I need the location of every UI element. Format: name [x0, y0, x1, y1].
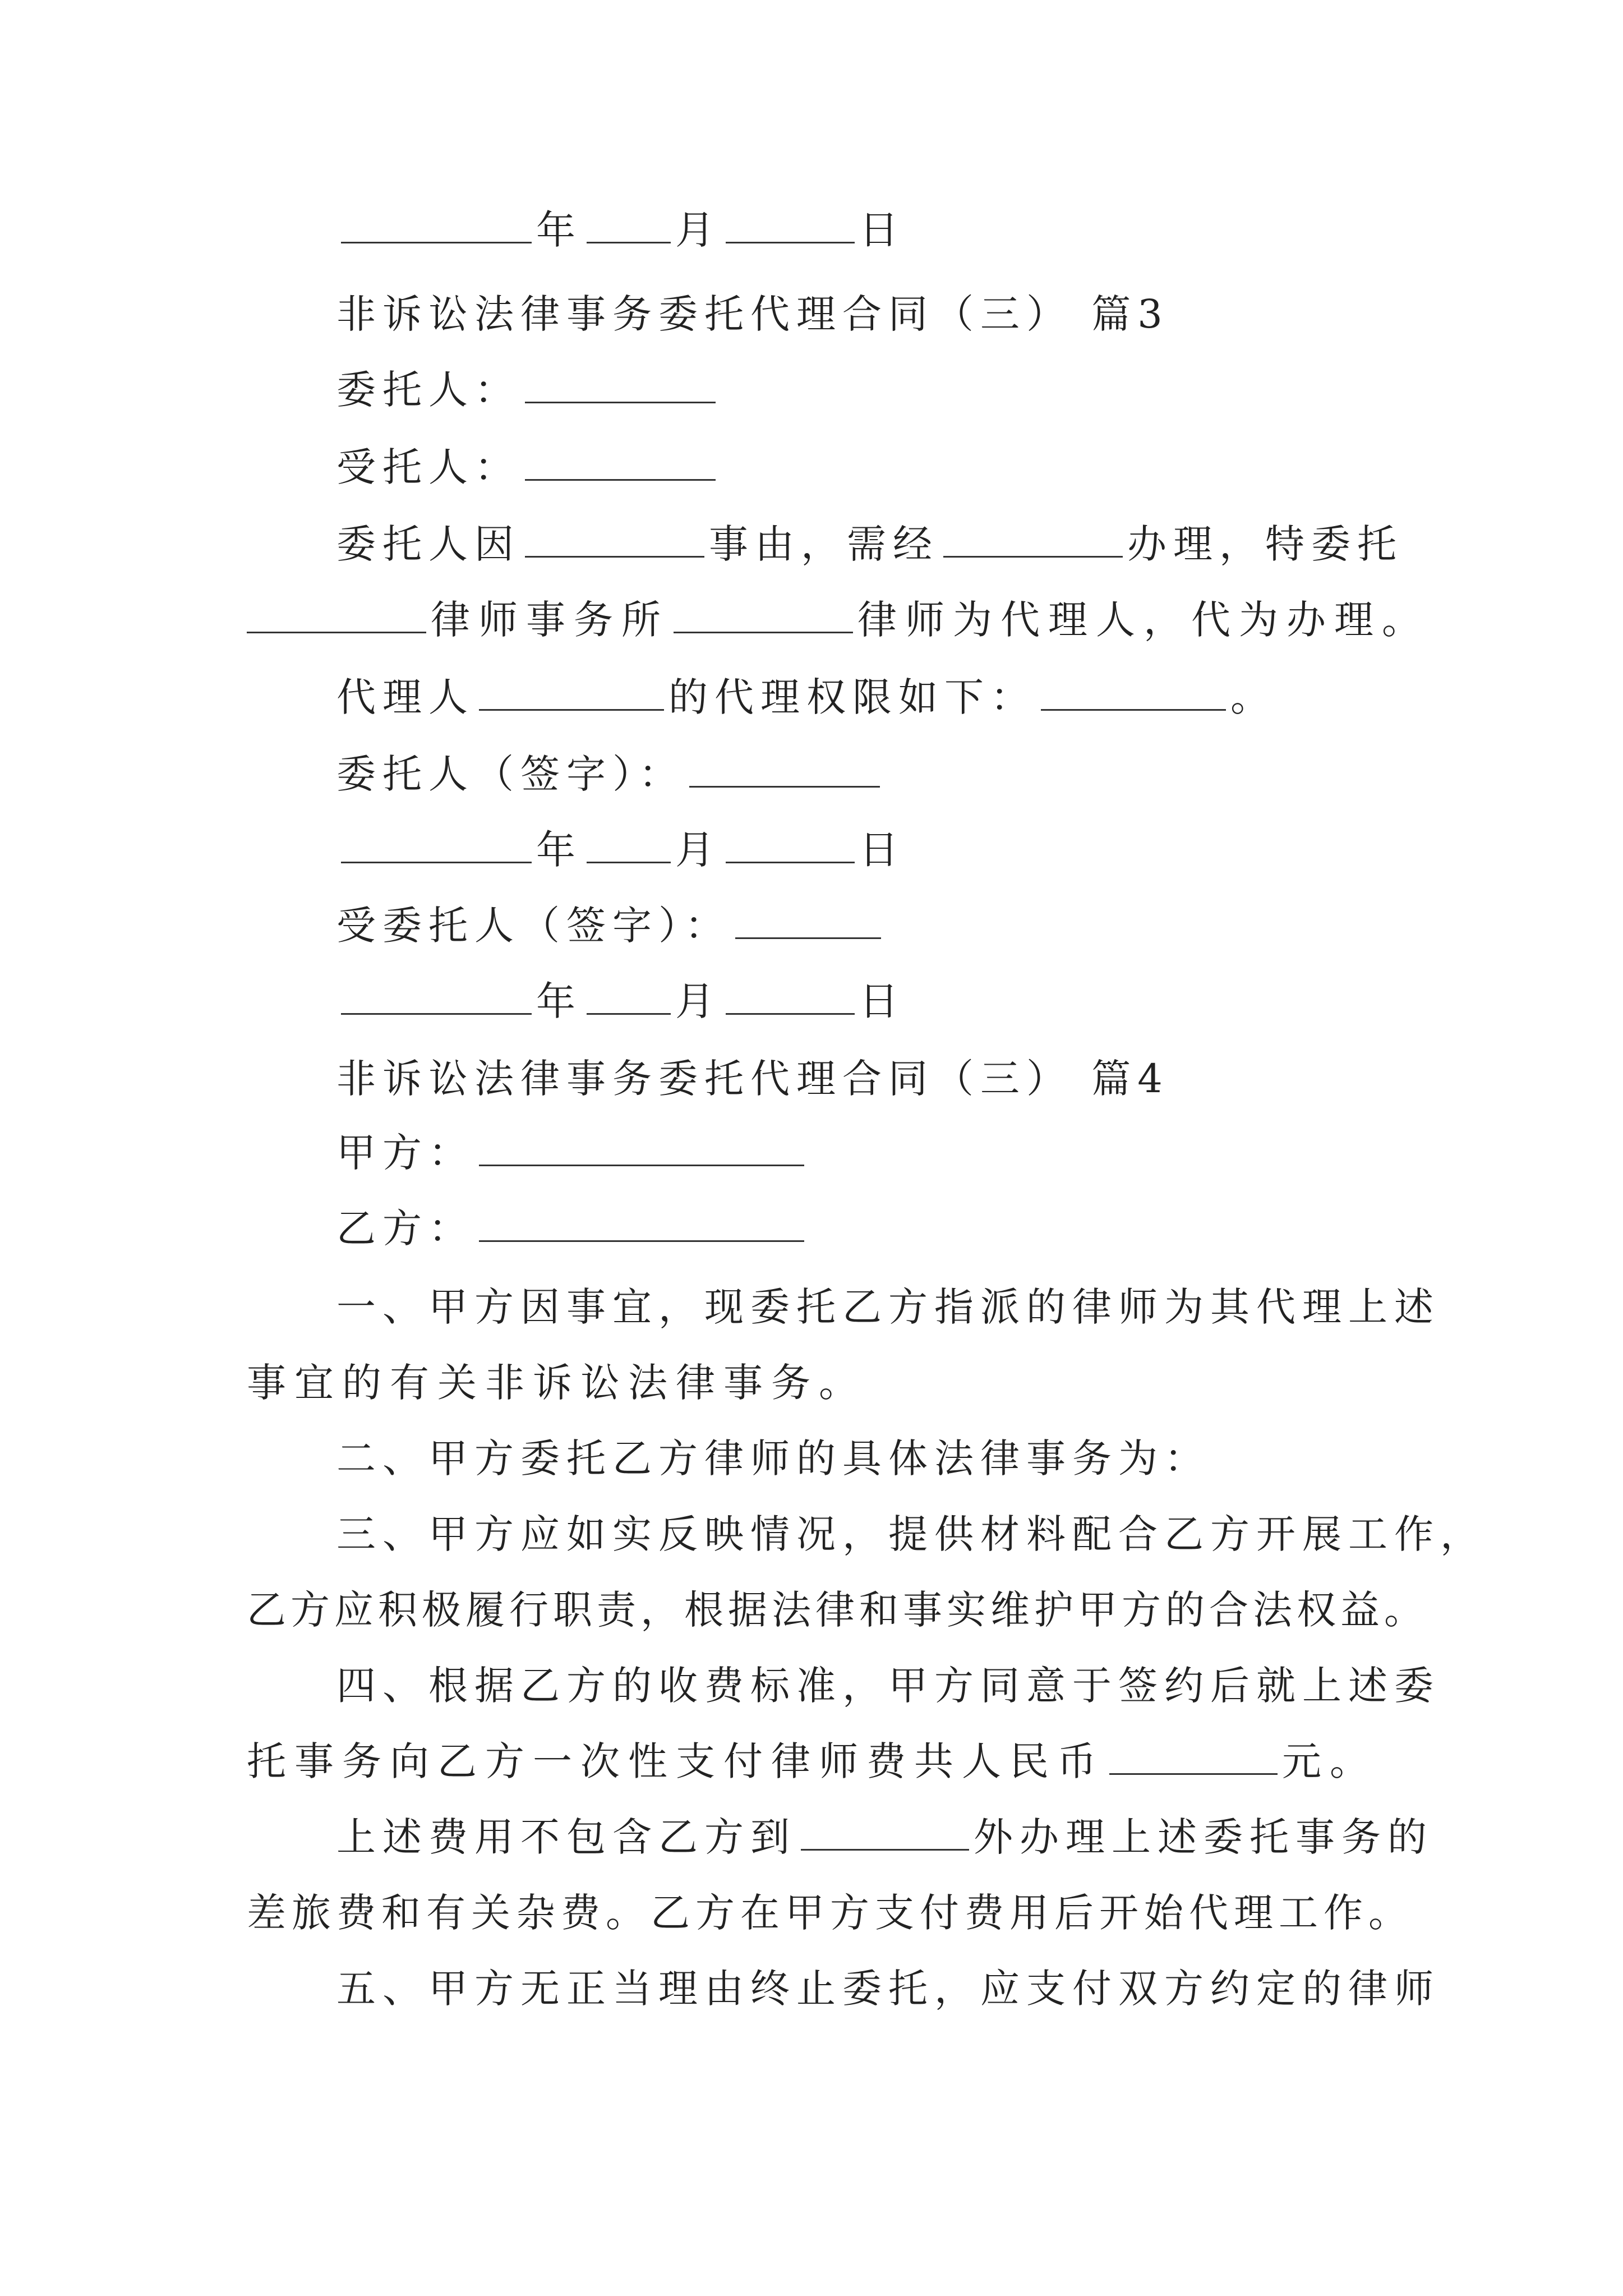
signature-blank	[689, 752, 880, 788]
text-segment: 托事务向乙方一次性支付律师费共人民币	[247, 1738, 1105, 1784]
paragraph-line: 事宜的有关非诉讼法律事务。	[247, 1360, 866, 1406]
month-blank	[587, 828, 671, 863]
section-heading: 非诉讼法律事务委托代理合同（三） 篇3	[336, 291, 1169, 337]
party-a-label: 甲方：	[336, 1130, 474, 1176]
matter-blank	[525, 522, 704, 558]
year-label: 年	[536, 827, 582, 873]
month-label: 月	[675, 978, 721, 1024]
text-segment: 外办理上述委托事务的	[974, 1814, 1433, 1860]
paragraph-line	[0, 666, 1623, 728]
signature-line	[0, 895, 1623, 956]
section-heading: 非诉讼法律事务委托代理合同（三） 篇4	[336, 1056, 1169, 1102]
paragraph-line	[0, 1806, 1623, 1868]
authority-blank	[1041, 675, 1226, 711]
text-segment: 律师为代理人，代为办理。	[857, 597, 1430, 643]
principal-blank	[525, 368, 716, 403]
date-line	[0, 970, 1623, 1032]
month-blank	[587, 979, 671, 1015]
day-label: 日	[859, 978, 905, 1024]
year-label: 年	[536, 207, 582, 253]
paragraph-line	[0, 513, 1623, 575]
paragraph-line: 乙方应积极履行职责，根据法律和事实维护甲方的合法权益。	[247, 1587, 1428, 1633]
agent-blank	[525, 445, 716, 481]
lawyer-blank	[674, 598, 853, 633]
party-a-blank	[479, 1131, 804, 1166]
signature-label: 受委托人（签字）：	[336, 903, 731, 949]
agent-name-blank	[479, 675, 664, 711]
date-line	[0, 819, 1623, 881]
day-label: 日	[859, 827, 905, 873]
text-segment: 事由，需经	[709, 521, 939, 567]
signature-line	[0, 743, 1623, 805]
paragraph-line: 五、甲方无正当理由终止委托，应支付双方约定的律师	[336, 1966, 1440, 2012]
year-blank	[341, 979, 532, 1015]
month-blank	[587, 208, 671, 243]
day-blank	[726, 828, 855, 863]
paragraph-line	[0, 589, 1623, 651]
firm-blank	[247, 598, 426, 633]
text-segment: 的代理权限如下：	[668, 674, 1036, 720]
location-blank	[801, 1815, 969, 1851]
paragraph-line: 四、根据乙方的收费标准，甲方同意于签约后就上述委	[336, 1663, 1440, 1709]
paragraph-line: 一、甲方因事宜，现委托乙方指派的律师为其代理上述	[336, 1284, 1440, 1330]
principal-label: 委托人：	[336, 367, 520, 413]
handler-blank	[943, 522, 1123, 558]
party-b-line	[0, 1198, 1623, 1259]
paragraph-line: 二、甲方委托乙方律师的具体法律事务为：	[336, 1435, 1210, 1481]
paragraph-line	[0, 1731, 1623, 1792]
signature-blank	[735, 904, 881, 939]
day-blank	[726, 979, 855, 1015]
paragraph-line: 差旅费和有关杂费。乙方在甲方支付费用后开始代理工作。	[247, 1890, 1413, 1936]
date-line	[0, 199, 1623, 261]
text-segment: 。	[1230, 674, 1276, 720]
text-segment: 委托人因	[336, 521, 520, 567]
party-a-line	[0, 1122, 1623, 1184]
text-segment: 律师事务所	[431, 597, 669, 643]
text-segment: 元。	[1282, 1738, 1377, 1784]
agent-line	[0, 436, 1623, 498]
day-blank	[726, 208, 855, 243]
party-b-blank	[479, 1207, 804, 1242]
principal-line	[0, 359, 1623, 421]
signature-label: 委托人（签字）：	[336, 751, 685, 797]
month-label: 月	[675, 207, 721, 253]
fee-amount-blank	[1109, 1740, 1278, 1775]
text-segment: 代理人	[336, 674, 474, 720]
text-segment: 办理，特委托	[1127, 521, 1403, 567]
year-blank	[341, 208, 532, 243]
year-label: 年	[536, 978, 582, 1024]
paragraph-line: 三、甲方应如实反映情况，提供材料配合乙方开展工作，	[336, 1511, 1486, 1557]
month-label: 月	[675, 827, 721, 873]
party-b-label: 乙方：	[336, 1205, 474, 1251]
agent-label: 受托人：	[336, 444, 520, 490]
year-blank	[341, 828, 532, 863]
day-label: 日	[859, 207, 905, 253]
text-segment: 上述费用不包含乙方到	[336, 1814, 796, 1860]
